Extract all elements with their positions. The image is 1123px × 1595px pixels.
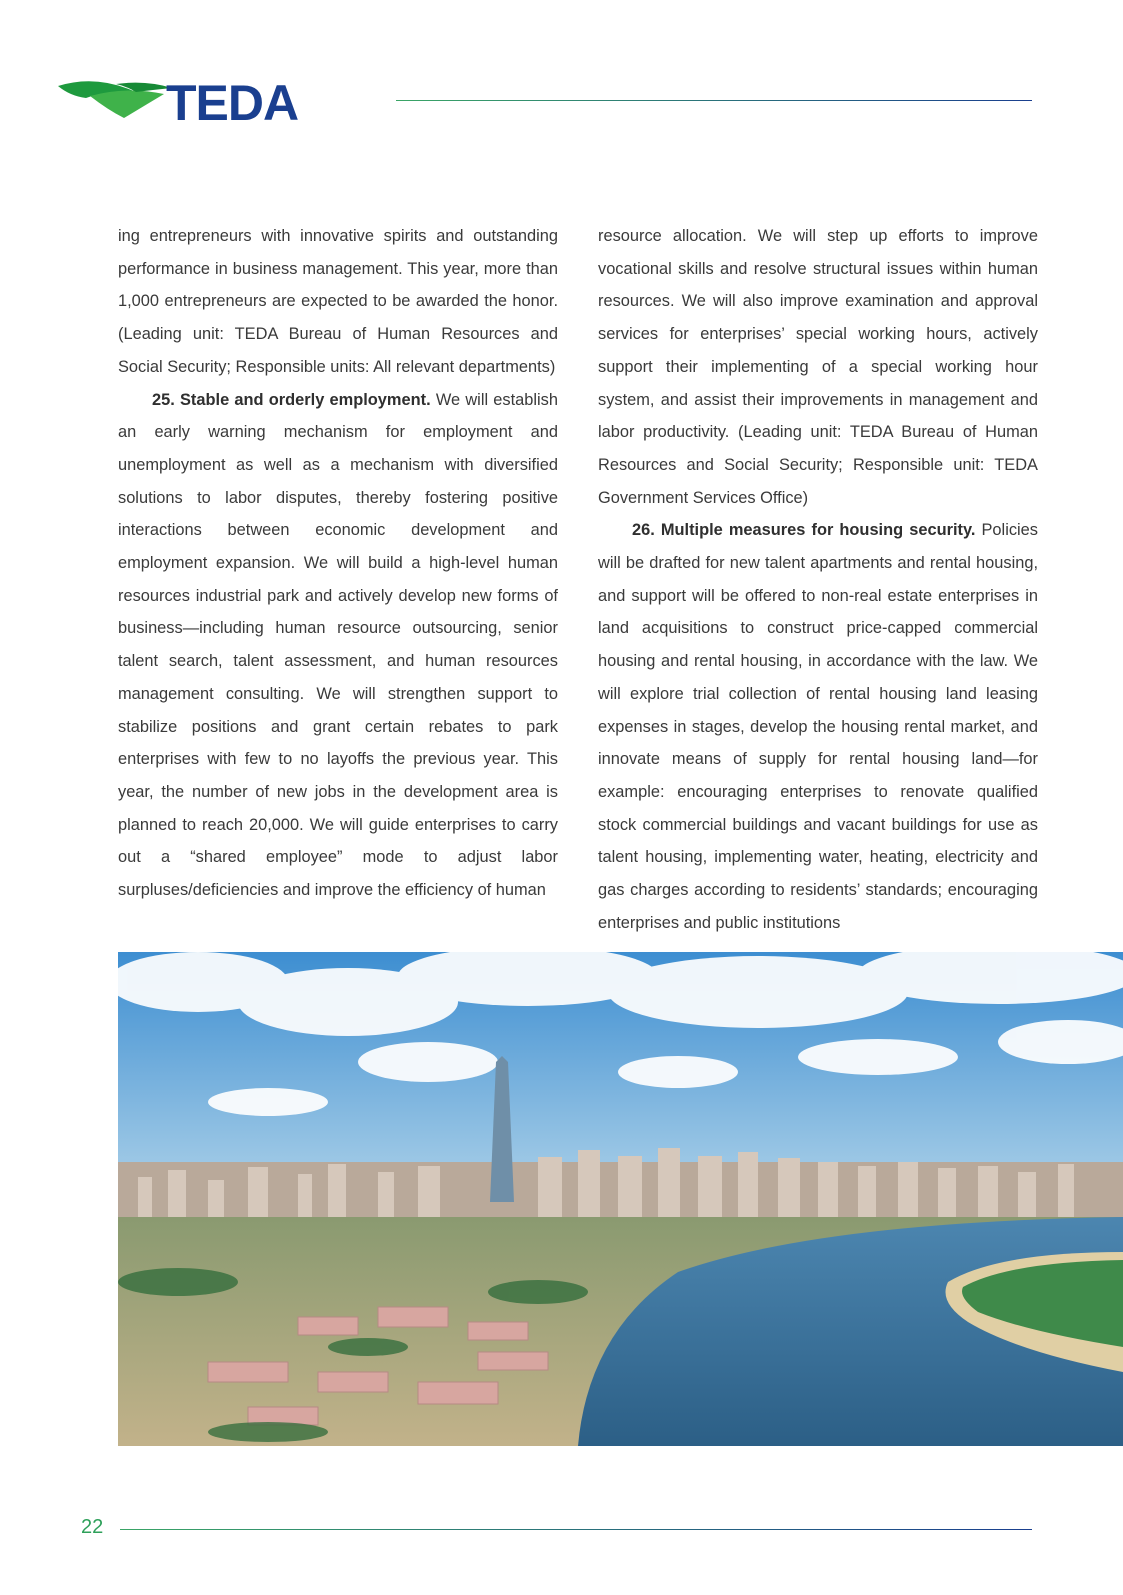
employment-body: We will establish an early warning mechanism for employment and unemployment as well as a mechanism with diversified solutions to labor disputes, thereby fostering positive interactions between economic development and employment expansion. We will build a high-level human resources industrial park and actively develop new forms of business—including human resource outsourcing, senior talent search, talent assessment, and human resources management consulting. We will strengthen support to stabilize positions and grant certain rebates to park enterprises with few to no layoffs the previous year. This year, the number of new jobs in the development area is planned to reach 20,000. We will guide enterprises to carry out a “shared employee” mode to adjust labor surpluses/deficiencies and improve the efficiency of human <box>118 390 558 900</box>
teda-logo <box>56 76 366 126</box>
housing-body: Policies will be drafted for new talent apartments and rental housing, and support will be offered to non-real estate enterprises in land acquisitions to construct price-capped commercial housing and rental housing, in accordance with the law. We will explore trial collection of rental housing land leasing expenses in stages, develop the housing rental market, and innovate means of supply for rental housing land—for example: encouraging enterprises to renovate qualified stock commercial buildings and vacant buildings for use as talent housing, implementing water, heating, electricity and gas charges according to residents’ standards; encouraging enterprises and public institutions <box>598 521 1038 932</box>
employment-heading: 25. Stable and orderly employment. <box>152 390 431 409</box>
left-column <box>118 220 558 907</box>
header-rule <box>396 100 1032 101</box>
employment-paragraph <box>118 384 558 907</box>
footer-rule <box>120 1529 1032 1530</box>
housing-heading: 26. Multiple measures for housing security. <box>632 521 976 540</box>
right-column <box>598 220 1038 939</box>
city-skyline-photo <box>118 952 1123 1446</box>
logo-wordmark: TEDA <box>166 76 299 126</box>
housing-paragraph <box>598 514 1038 939</box>
right-paragraph-continued: resource allocation. We will step up efforts to improve vocational skills and resolve structural issues within human resources. We will also improve examination and approval services for enterprises’ special working hours, actively support their implementing of a special working hour system, and assist their improvements in management and labor productivity. (Leading unit: TEDA Bureau of Human Resources and Social Security; Responsible unit: TEDA Government Services Office) <box>598 227 1038 507</box>
page-number: 22 <box>81 1516 104 1538</box>
left-paragraph-continued: ing entrepreneurs with innovative spirits and outstanding performance in business management. This year, more than 1,000 entrepreneurs are expected to be awarded the honor. (Leading unit: TEDA Bureau of Human Resources and Social Security; Responsible units: All relevant departments) <box>118 227 558 376</box>
